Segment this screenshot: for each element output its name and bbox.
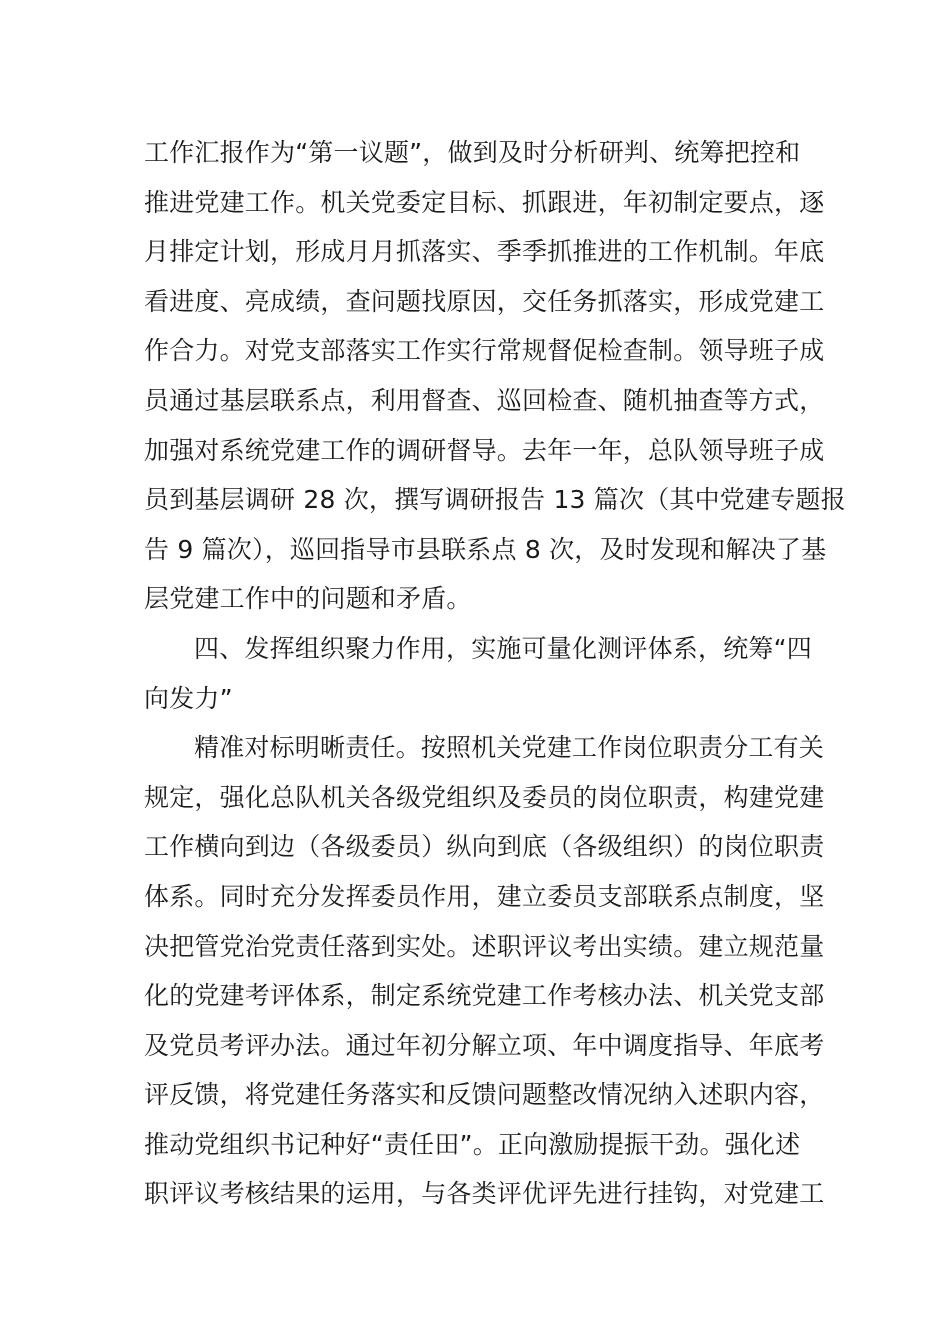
text-line: 体系。同时充分发挥委员作用，建立委员支部联系点制度，坚 — [144, 881, 825, 911]
document-body — [144, 128, 846, 1219]
text-line: 加强对系统党建工作的调研督导。去年一年，总队领导班子成 — [144, 435, 825, 465]
text-line: 评反馈，将党建任务落实和反馈问题整改情况纳入述职内容， — [144, 1080, 825, 1110]
text-line: 推进党建工作。机关党委定目标、抓跟进，年初制定要点，逐 — [144, 187, 825, 217]
text-line: 层党建工作中的问题和矛盾。 — [144, 584, 472, 614]
text-line: 员到基层调研 28 次，撰写调研报告 13 篇次（其中党建专题报 — [144, 485, 846, 515]
text-line: 决把管党治党责任落到实处。述职评议考出实绩。建立规范量 — [144, 931, 825, 961]
text-line: 月排定计划，形成月月抓落实、季季抓推进的工作机制。年底 — [144, 237, 825, 267]
section-heading-line: 四、发挥组织聚力作用，实施可量化测评体系，统筹“四 — [194, 633, 812, 663]
text-line: 化的党建考评体系，制定系统党建工作考核办法、机关党支部 — [144, 981, 825, 1011]
text-line: 规定，强化总队机关各级党组织及委员的岗位职责，构建党建 — [144, 782, 825, 812]
paragraph-first-line: 精准对标明晰责任。按照机关党建工作岗位职责分工有关 — [194, 733, 825, 763]
text-line: 看进度、亮成绩，查问题找原因，交任务抓落实，形成党建工 — [144, 286, 825, 316]
text-line: 作合力。对党支部落实工作实行常规督促检查制。领导班子成 — [144, 336, 825, 366]
text-line: 告 9 篇次），巡回指导市县联系点 8 次，及时发现和解决了基 — [144, 534, 827, 564]
text-line: 工作汇报作为“第一议题”，做到及时分析研判、统筹把控和 — [144, 138, 801, 167]
text-line: 及党员考评办法。通过年初分解立项、年中调度指导、年底考 — [144, 1030, 825, 1060]
section-heading-line: 向发力” — [144, 683, 233, 713]
text-line: 职评议考核结果的运用，与各类评优评先进行挂钩，对党建工 — [144, 1179, 825, 1209]
text-line: 员通过基层联系点，利用督查、巡回检查、随机抽查等方式， — [144, 385, 825, 415]
text-line: 工作横向到边（各级委员）纵向到底（各级组织）的岗位职责 — [144, 832, 825, 862]
text-line: 推动党组织书记种好“责任田”。正向激励提振干劲。强化述 — [144, 1129, 801, 1159]
